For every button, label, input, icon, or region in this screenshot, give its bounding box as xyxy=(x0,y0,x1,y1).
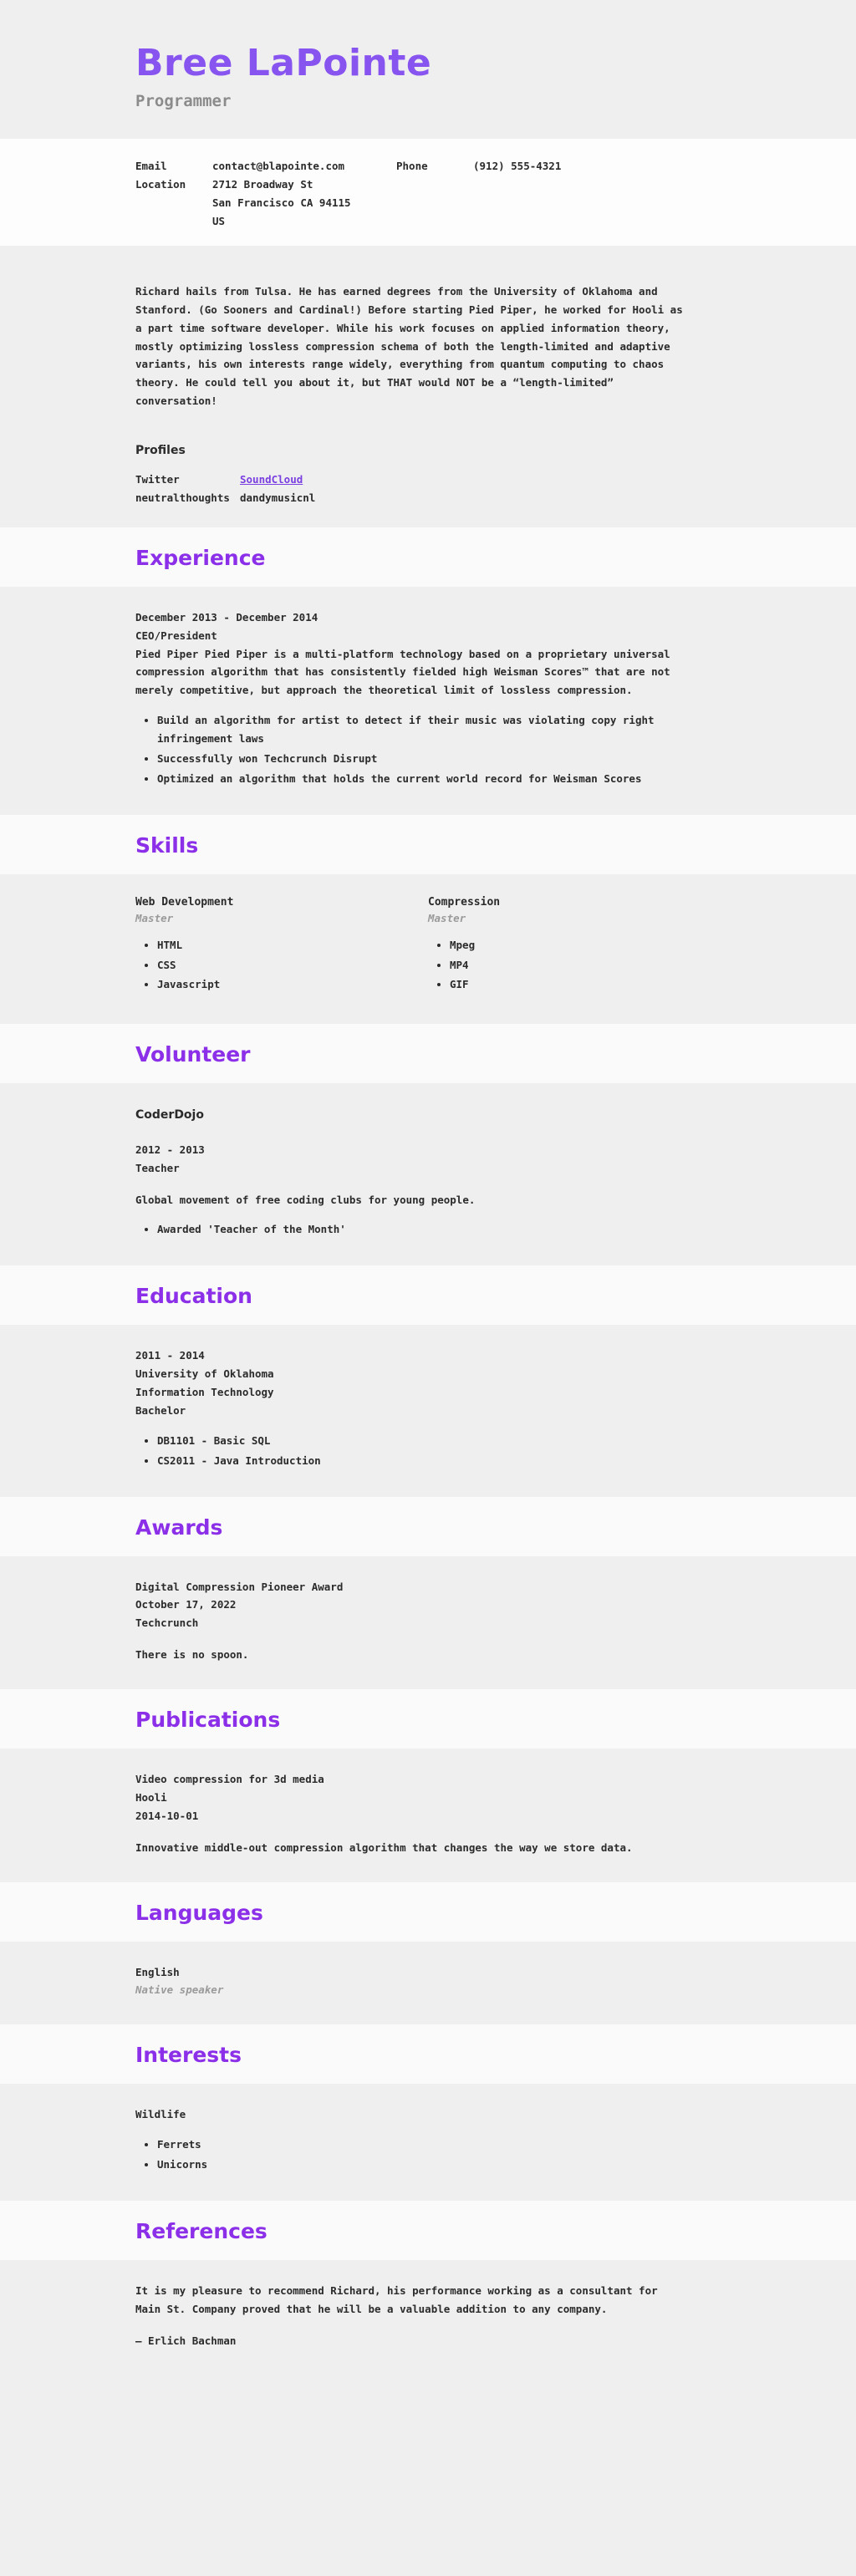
volunteer-dates: 2012 - 2013 xyxy=(135,1143,205,1156)
skill-keywords xyxy=(135,936,428,995)
award-summary: There is no spoon. xyxy=(135,1648,249,1662)
list-item: • GIF xyxy=(450,975,721,994)
section-heading-experience: Experience xyxy=(135,545,266,570)
experience-summary-text: Pied Piper is a multi-platform technology based on a proprietary universal compression algorithm that has consistently fielded high Weisman Scores™ that are not merely competitive, but approach the theoretical limit of lossless compression. xyxy=(135,647,670,697)
language-item xyxy=(135,1942,721,2025)
publication-name: Video compression for 3d media xyxy=(135,1773,324,1786)
education-institution: University of Oklahoma xyxy=(135,1367,274,1381)
publications-heading-band xyxy=(0,1689,856,1749)
profile-item xyxy=(135,471,240,507)
experience-item xyxy=(135,587,721,815)
skill-item xyxy=(428,896,721,996)
page-title: Bree LaPointe xyxy=(135,42,432,84)
list-item: • Javascript xyxy=(157,975,428,994)
volunteer-heading-band xyxy=(0,1024,856,1083)
summary-text: Richard hails from Tulsa. He has earned degrees from the University of Oklahoma and Stanford. (Go Sooners and Cardinal!) Before starting Pied Piper, he worked for Hooli as a part time software developer. While his work focuses on applied information theory, mostly optimizing lossless compression schema of both the length-limited and adaptive variants, his own interests range widely, everything from quantum computing to chaos theory. He could tell you about it, but THAT would NOT be a “length-limited” conversation! xyxy=(135,284,683,408)
interests-heading-band xyxy=(0,2024,856,2084)
header-band xyxy=(0,0,856,139)
experience-band xyxy=(0,587,856,815)
education-courses xyxy=(135,1432,721,1470)
contact-band xyxy=(0,139,856,246)
skill-item xyxy=(135,896,428,996)
publication-item xyxy=(135,1749,721,1882)
volunteer-organization: CoderDojo xyxy=(135,1108,204,1123)
contact-block xyxy=(135,139,721,246)
summary-block xyxy=(135,246,721,527)
skill-level: Master xyxy=(135,911,174,924)
location-line-2: San Francisco CA 94115 xyxy=(212,196,351,210)
email-value[interactable]: contact@blapointe.com xyxy=(212,160,345,173)
awards-heading-band xyxy=(0,1497,856,1556)
profile-item xyxy=(240,471,344,507)
education-band xyxy=(0,1325,856,1496)
volunteer-highlights xyxy=(135,1220,721,1239)
profile-network-link[interactable] xyxy=(240,471,344,489)
experience-company: Pied Piper xyxy=(135,647,199,660)
summary-band xyxy=(0,246,856,527)
education-study-type: Bachelor xyxy=(135,1403,186,1417)
references-heading-band xyxy=(0,2201,856,2260)
section-heading-languages: Languages xyxy=(135,1900,263,1925)
language-fluency: Native speaker xyxy=(135,1983,224,1997)
location-line-3: US xyxy=(212,215,226,228)
experience-heading-band xyxy=(0,527,856,587)
reference-item xyxy=(135,2260,721,2426)
list-item: • MP4 xyxy=(450,956,721,975)
soundcloud-link[interactable]: SoundCloud xyxy=(240,473,303,486)
language-name: English xyxy=(135,1965,180,1978)
interests-band xyxy=(0,2084,856,2201)
list-item: • Mpeg xyxy=(450,936,721,955)
profile-network: Twitter xyxy=(135,473,180,486)
languages-band xyxy=(0,1942,856,2025)
profiles-list xyxy=(135,471,721,527)
header xyxy=(135,0,721,139)
profile-username: dandymusicnl xyxy=(240,491,316,504)
education-item xyxy=(135,1325,721,1496)
list-item: • Optimized an algorithm that holds the current world record for Weisman Scores xyxy=(157,770,675,788)
section-heading-publications: Publications xyxy=(135,1708,281,1733)
interest-keywords xyxy=(135,2136,721,2174)
profile-username: neutralthoughts xyxy=(135,491,230,504)
award-item xyxy=(135,1556,721,1690)
profiles-heading: Profiles xyxy=(135,444,186,458)
volunteer-position: Teacher xyxy=(135,1161,180,1174)
header-role: Programmer xyxy=(135,92,232,111)
interest-item xyxy=(135,2084,721,2201)
volunteer-item xyxy=(135,1083,721,1265)
publication-publisher: Hooli xyxy=(135,1790,167,1804)
skill-keywords xyxy=(428,936,721,995)
email-label: Email xyxy=(135,160,167,173)
languages-heading-band xyxy=(0,1882,856,1942)
awards-band xyxy=(0,1556,856,1690)
skill-level: Master xyxy=(428,911,466,924)
publication-summary: Innovative middle-out compression algorithm that changes the way we store data. xyxy=(135,1840,633,1854)
location-value xyxy=(212,176,351,231)
list-item: • HTML xyxy=(157,936,428,955)
experience-dates: December 2013 - December 2014 xyxy=(135,610,318,624)
education-area: Information Technology xyxy=(135,1386,274,1399)
volunteer-band xyxy=(0,1083,856,1265)
section-heading-volunteer: Volunteer xyxy=(135,1042,251,1067)
list-item: • Unicorns xyxy=(157,2156,675,2174)
list-item: • CSS xyxy=(157,956,428,975)
skills-band xyxy=(0,874,856,1025)
references-band xyxy=(0,2260,856,2426)
location-label: Location xyxy=(135,178,186,191)
section-heading-awards: Awards xyxy=(135,1515,223,1540)
experience-position: CEO/President xyxy=(135,629,217,642)
phone-value[interactable]: (912) 555-4321 xyxy=(473,160,562,173)
skills-heading-band xyxy=(0,815,856,874)
section-heading-skills: Skills xyxy=(135,832,199,858)
education-dates: 2011 - 2014 xyxy=(135,1349,205,1362)
list-item: • Ferrets xyxy=(157,2136,675,2154)
phone-label: Phone xyxy=(396,160,428,173)
experience-highlights xyxy=(135,711,721,788)
list-item: • CS2011 - Java Introduction xyxy=(157,1452,675,1470)
contact-row-location xyxy=(135,176,721,231)
contact-row-primary xyxy=(135,157,721,176)
volunteer-summary: Global movement of free coding clubs for young people. xyxy=(135,1193,476,1206)
education-heading-band xyxy=(0,1265,856,1325)
list-item: • Awarded 'Teacher of the Month' xyxy=(157,1220,675,1239)
list-item: • DB1101 - Basic SQL xyxy=(157,1432,675,1450)
publication-release-date: 2014-10-01 xyxy=(135,1809,199,1822)
publications-band xyxy=(0,1749,856,1882)
interest-name: Wildlife xyxy=(135,2108,186,2121)
location-line-1: 2712 Broadway St xyxy=(212,178,313,191)
skill-name: Web Development xyxy=(135,895,234,909)
reference-name: — Erlich Bachman xyxy=(135,2334,237,2347)
section-heading-education: Education xyxy=(135,1284,252,1309)
list-item: • Successfully won Techcrunch Disrupt xyxy=(157,750,675,768)
list-item: • Build an algorithm for artist to detect if their music was violating copy right infringement laws xyxy=(157,711,675,748)
skill-name: Compression xyxy=(428,895,501,909)
reference-text: It is my pleasure to recommend Richard, his performance working as a consultant for Main St. Company proved that he will be a valuable addition to any company. xyxy=(135,2283,658,2315)
section-heading-interests: Interests xyxy=(135,2043,242,2068)
experience-summary xyxy=(135,645,687,700)
award-title: Digital Compression Pioneer Award xyxy=(135,1580,344,1593)
section-heading-references: References xyxy=(135,2218,268,2243)
award-date: October 17, 2022 xyxy=(135,1598,237,1611)
skills-list xyxy=(135,874,721,1025)
award-awarder: Techcrunch xyxy=(135,1616,199,1630)
